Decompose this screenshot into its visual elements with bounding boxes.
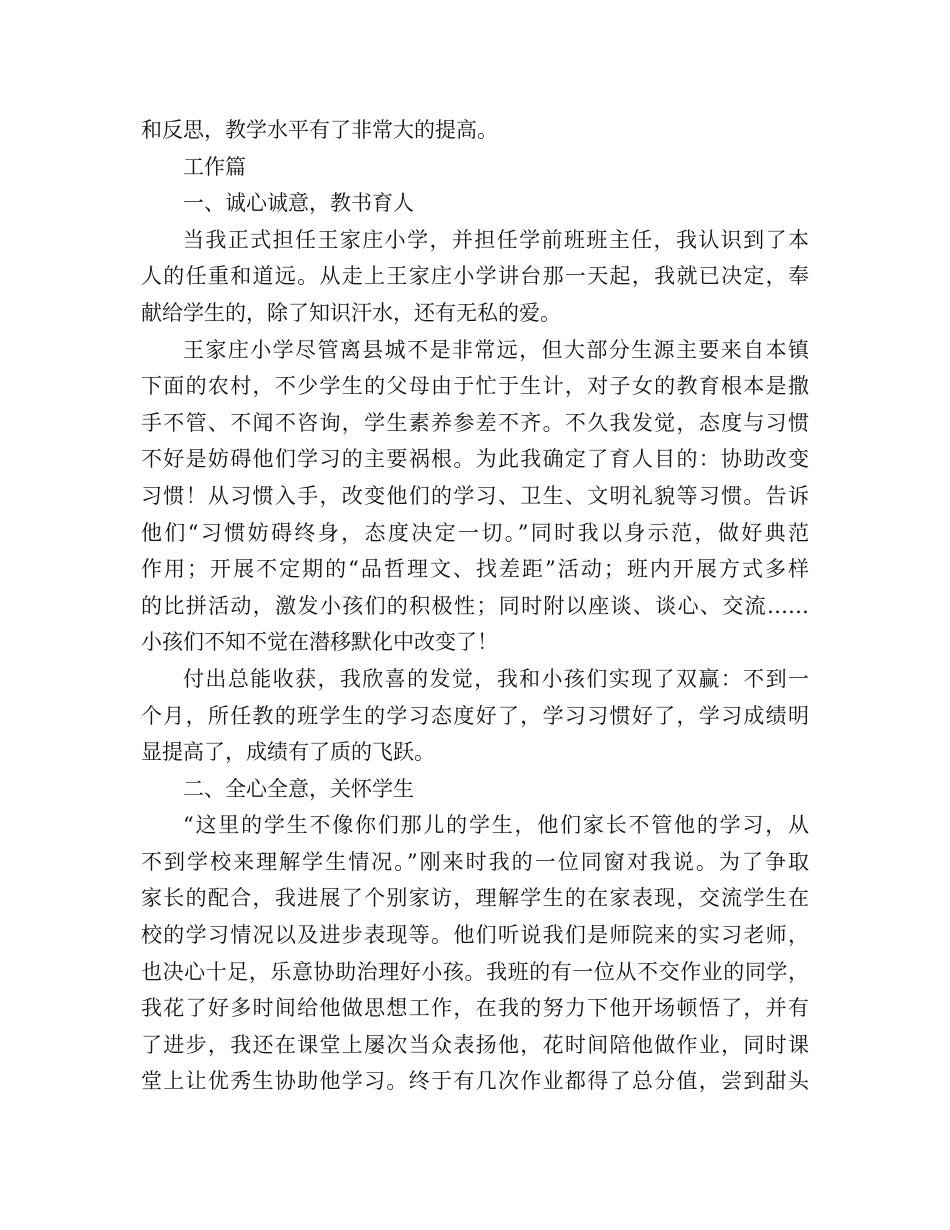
text-line: 工作篇 — [183, 154, 246, 179]
text-line: 付出总能收获，我欣喜的发觉，我和小孩们实现了双赢：不到一 — [183, 666, 809, 691]
text-line: 手不管、不闻不咨询，学生素养参差不齐。不久我发觉，态度与习惯 — [141, 410, 809, 435]
text-line: 校的学习情况以及进步表现等。他们听说我们是师院来的实习老师， — [141, 923, 809, 948]
text-line: 王家庄小学尽管离县城不是非常远，但大部分生源主要来自本镇 — [183, 337, 809, 362]
text-line: 和反思，教学水平有了非常大的提高。 — [141, 118, 498, 142]
text-line: 作用；开展不定期的“品哲理文、找差距”活动；班内开展方式多样 — [141, 557, 809, 582]
text-line: 的比拼活动，激发小孩们的积极性；同时附以座谈、谈心、交流…… — [141, 593, 809, 618]
text-line: 一、诚心诚意，教书育人 — [183, 191, 414, 216]
text-line: 他们“习惯妨碍终身，态度决定一切。”同时我以身示范，做好典范 — [141, 520, 809, 545]
text-line: 显提高了，成绩有了质的飞跃。 — [141, 740, 435, 765]
text-line: 人的任重和道远。从走上王家庄小学讲台那一天起，我就已决定，奉 — [141, 264, 809, 289]
text-line: 当我正式担任王家庄小学，并担任学前班班主任，我认识到了本 — [183, 227, 809, 252]
text-line: 个月，所任教的班学生的学习态度好了，学习习惯好了，学习成绩明 — [141, 703, 809, 728]
text-line: 了进步，我还在课堂上屡次当众表扬他，花时间陪他做作业，同时课 — [141, 1032, 809, 1057]
text-line: 不好是妨碍他们学习的主要祸根。为此我确定了育人目的：协助改变 — [141, 447, 809, 472]
text-line: 二、全心全意，关怀学生 — [183, 776, 414, 801]
text-line: 小孩们不知不觉在潜移默化中改变了！ — [141, 630, 498, 655]
text-line: 习惯！从习惯入手，改变他们的学习、卫生、文明礼貌等习惯。告诉 — [141, 483, 809, 508]
text-line: 我花了好多时间给他做思想工作，在我的努力下他开场顿悟了，并有 — [141, 996, 809, 1021]
text-line: 堂上让优秀生协助他学习。终于有几次作业都得了总分值，尝到甜头 — [141, 1069, 809, 1094]
document-body — [141, 112, 809, 1100]
text-line: 献给学生的，除了知识汗水，还有无私的爱。 — [141, 300, 561, 325]
text-line: 家长的配合，我进展了个别家访，理解学生的在家表现，交流学生在 — [141, 886, 809, 911]
text-line: 下面的农村，不少学生的父母由于忙于生计，对子女的教育根本是撒 — [141, 374, 809, 399]
text-line: 不到学校来理解学生情况。”刚来时我的一位同窗对我说。为了争取 — [141, 849, 809, 874]
text-line: “这里的学生不像你们那儿的学生，他们家长不管他的学习，从 — [183, 813, 809, 838]
text-line: 也决心十足，乐意协助治理好小孩。我班的有一位从不交作业的同学， — [141, 959, 809, 984]
